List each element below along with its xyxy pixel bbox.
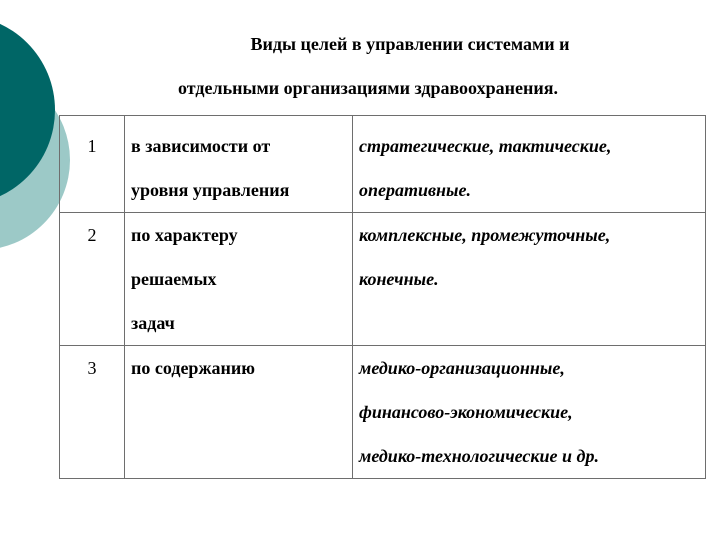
- table-row: [60, 346, 706, 479]
- category-line: задач: [131, 313, 175, 333]
- category-line: по характеру: [131, 225, 238, 245]
- table-row: [60, 213, 706, 346]
- title-line-1: Виды целей в управлении системами и: [250, 34, 570, 54]
- goal-types: [353, 346, 706, 479]
- types-line: оперативные.: [359, 180, 472, 200]
- goal-types: [353, 116, 706, 213]
- types-line: конечные.: [359, 269, 439, 289]
- types-line: стратегические, тактические,: [359, 136, 612, 156]
- row-number: 3: [60, 346, 125, 479]
- goal-category: [125, 346, 353, 479]
- category-line: в зависимости от: [131, 136, 271, 156]
- title-line-2: отдельными организациями здравоохранения.: [178, 78, 558, 98]
- types-line: медико-организационные,: [359, 358, 565, 378]
- category-line: решаемых: [131, 269, 217, 289]
- types-line: комплексные, промежуточные,: [359, 225, 611, 245]
- row-number: 2: [60, 213, 125, 346]
- table-row: [60, 116, 706, 213]
- goal-category: [125, 116, 353, 213]
- types-line: медико-технологические и др.: [359, 446, 599, 466]
- category-line: уровня управления: [131, 180, 290, 200]
- row-number: 1: [60, 116, 125, 213]
- goals-table: [59, 115, 706, 479]
- category-line: по содержанию: [131, 358, 255, 378]
- goal-category: [125, 213, 353, 346]
- goal-types: [353, 213, 706, 346]
- types-line: финансово-экономические,: [359, 402, 573, 422]
